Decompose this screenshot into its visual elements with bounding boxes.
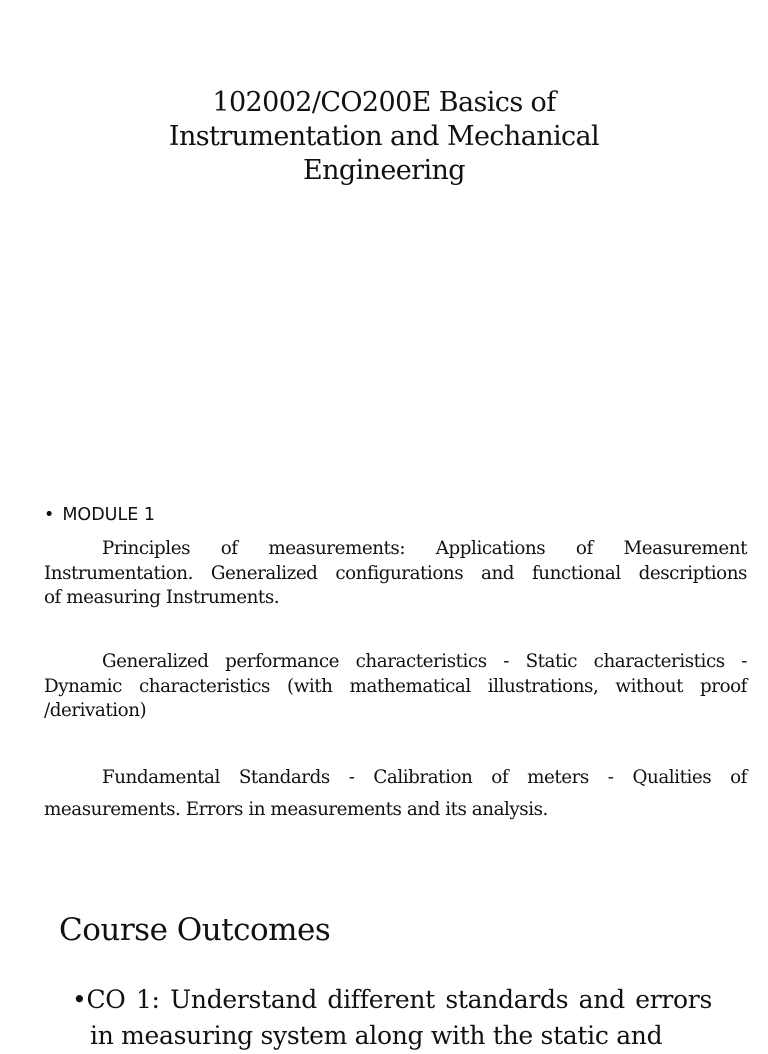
paragraph-line: /derivation)	[44, 700, 147, 721]
course-outcomes-heading: Course Outcomes	[59, 912, 331, 948]
module-heading-label: MODULE 1	[62, 505, 155, 525]
bullet-icon: •	[72, 985, 87, 1014]
document-title	[84, 86, 684, 188]
paragraph-line: measurements. Errors in measurements and its analysis.	[44, 798, 548, 820]
bullet-icon: •	[44, 505, 55, 525]
paragraph-line: Fundamental Standards - Calibration of meters - Qualities of	[102, 767, 747, 788]
paragraph-line: Instrumentation. Generalized configurations and functional descriptions	[44, 562, 747, 584]
module-paragraph	[44, 650, 747, 724]
course-outcome-item	[72, 982, 712, 1054]
title-line-3: Engineering	[303, 155, 465, 186]
course-outcome-text: CO 1: Understand different standards and errors	[86, 985, 712, 1014]
paragraph-line: of measuring Instruments.	[44, 587, 280, 608]
module-paragraph	[44, 537, 747, 611]
title-line-2: Instrumentation and Mechanical	[168, 121, 600, 152]
module-paragraph	[44, 766, 747, 822]
paragraph-line: Generalized performance characteristics - Static characteristics -	[102, 651, 747, 672]
course-outcome-line	[72, 982, 712, 1018]
paragraph-line: Dynamic characteristics (with mathematical illustrations, without proof	[44, 675, 747, 697]
course-outcome-line-partial: in measuring system along with the static and	[90, 1021, 663, 1050]
title-line-1: 102002/CO200E Basics of	[212, 87, 556, 118]
paragraph-line: Principles of measurements: Applications of Measurement	[102, 538, 747, 559]
module-heading	[44, 503, 155, 527]
